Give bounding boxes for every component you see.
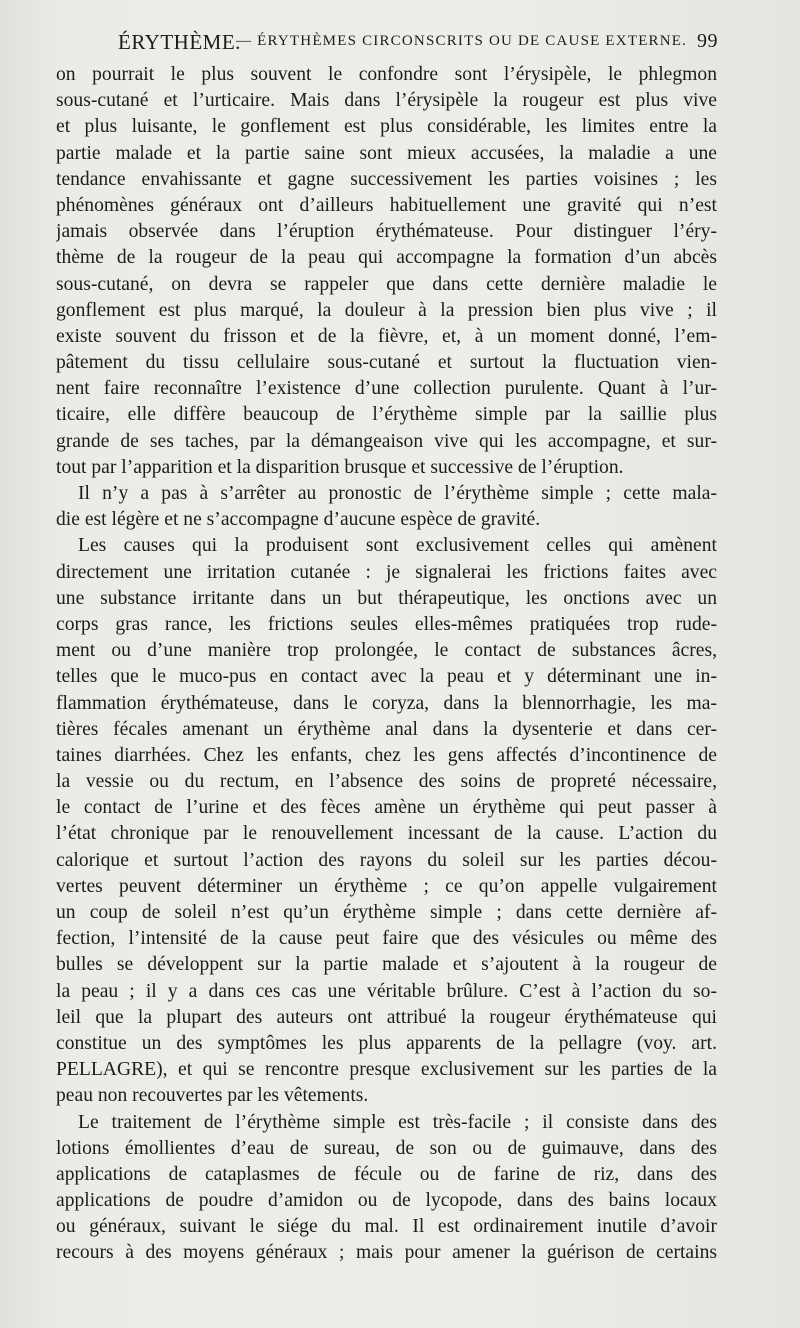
text-line: applications de poudre d’amidon ou de lycopode, dans des bains locaux xyxy=(56,1190,717,1212)
text-line: sous-cutané, on devra se rappeler que dans cette dernière maladie le xyxy=(56,273,717,295)
text-line: thème de la rougeur de la peau qui accompagne la formation d’un abcès xyxy=(56,247,717,269)
text-line: un coup de soleil n’est qu’un érythème simple ; dans cette dernière af- xyxy=(56,902,717,923)
text-line: constitue un des symptômes les plus apparents de la pellagre (voy. art. xyxy=(56,1032,717,1054)
text-line: taines diarrhées. Chez les enfants, chez les gens affectés d’incontinence de xyxy=(56,744,717,766)
text-line: flammation érythémateuse, dans le coryza, dans la blennorrhagie, les ma- xyxy=(56,692,717,714)
text-line: Les causes qui la produisent sont exclusivement celles qui amènent xyxy=(78,535,717,557)
text-line: jamais observée dans l’éruption érythémateuse. Pour distinguer l’éry- xyxy=(56,221,717,243)
text-line: telles que le muco-pus en contact avec la peau et y déterminant une in- xyxy=(56,666,717,688)
text-line: recours à des moyens généraux ; mais pour amener la guérison de certains xyxy=(56,1242,717,1264)
text-line: la peau ; il y a dans ces cas une véritable brûlure. C’est à l’action du so- xyxy=(56,980,717,1002)
header-title: ÉRYTHÈME. xyxy=(118,30,241,54)
text-line: ou généraux, suivant le siége du mal. Il est ordinairement inutile d’avoir xyxy=(56,1216,717,1238)
text-line: lotions émollientes d’eau de sureau, de son ou de guimauve, dans des xyxy=(56,1137,717,1159)
running-header xyxy=(118,30,718,56)
text-line: Le traitement de l’érythème simple est très-facile ; il consiste dans des xyxy=(78,1111,717,1133)
text-line: et plus luisante, le gonflement est plus considérable, les limites entre la xyxy=(56,116,717,138)
text-line: tendance envahissante et gagne successivement les parties voisines ; les xyxy=(56,168,717,190)
text-line: l’état chronique par le renouvellement incessant de la cause. L’action du xyxy=(56,823,717,845)
text-line: tières fécales amenant un érythème anal dans la dysenterie et dans cer- xyxy=(56,718,717,740)
text-line: Il n’y a pas à s’arrêter au pronostic de l’érythème simple ; cette mala- xyxy=(78,483,717,504)
text-line: sous-cutané et l’urticaire. Mais dans l’érysipèle la rougeur est plus vive xyxy=(56,90,717,112)
text-line: phénomènes généraux ont d’ailleurs habituellement une gravité qui n’est xyxy=(56,194,717,216)
text-line: die est légère et ne s’accompagne d’aucune espèce de gravité. xyxy=(56,509,541,531)
text-line: fection, l’intensité de la cause peut faire que des vésicules ou même des xyxy=(56,928,717,950)
text-line: calorique et surtout l’action des rayons du soleil sur les parties décou- xyxy=(56,849,717,871)
text-line: la vessie ou du rectum, en l’absence des soins de propreté nécessaire, xyxy=(56,771,717,793)
text-line: tout par l’apparition et la disparition brusque et successive de l’éruption. xyxy=(56,456,624,478)
text-line: gonflement est plus marqué, la douleur à la pression bien plus vive ; il xyxy=(56,299,717,321)
text-line: corps gras rance, les frictions seules elles-mêmes pratiquées trop rude- xyxy=(56,613,717,635)
text-line: une substance irritante dans un but thérapeutique, les onctions avec un xyxy=(56,587,717,609)
header-subtitle: — ÉRYTHÈMES CIRCONSCRITS OU DE CAUSE EXTERNE. xyxy=(236,33,688,49)
text-line: grande de ses taches, par la démangeaison vive qui les accompagne, et sur- xyxy=(56,430,717,452)
text-line: vertes peuvent déterminer un érythème ; ce qu’on appelle vulgairement xyxy=(56,875,717,897)
text-line: applications de cataplasmes de fécule ou de farine de riz, dans des xyxy=(56,1163,717,1185)
text-line: partie malade et la partie saine sont mieux accusées, la maladie a une xyxy=(56,142,717,164)
text-line: ment ou d’une manière trop prolongée, le contact de substances âcres, xyxy=(56,640,717,662)
page-number: 99 xyxy=(697,30,718,52)
text-line: ticaire, elle diffère beaucoup de l’érythème simple par la saillie plus xyxy=(56,404,717,426)
text-line: on pourrait le plus souvent le confondre sont l’érysipèle, le phlegmon xyxy=(56,64,717,85)
text-line: bulles se développent sur la partie malade et s’ajoutent à la rougeur de xyxy=(56,954,717,976)
text-line: le contact de l’urine et des fèces amène un érythème qui peut passer à xyxy=(56,797,717,819)
body-text xyxy=(56,62,717,1267)
text-line: leil que la plupart des auteurs ont attribué la rougeur érythémateuse qui xyxy=(56,1006,717,1028)
text-line: pâtement du tissu cellulaire sous-cutané et surtout la fluctuation vien- xyxy=(56,352,717,374)
text-line: peau non recouvertes par les vêtements. xyxy=(56,1085,369,1107)
text-line: PELLAGRE), et qui se rencontre presque exclusivement sur les parties de la xyxy=(56,1059,717,1081)
text-line: existe souvent du frisson et de la fièvre, et, à un moment donné, l’em- xyxy=(56,325,717,347)
text-line: nent faire reconnaître l’existence d’une collection purulente. Quant à l’ur- xyxy=(56,378,717,400)
text-line: directement une irritation cutanée : je signalerai les frictions faites avec xyxy=(56,561,717,583)
